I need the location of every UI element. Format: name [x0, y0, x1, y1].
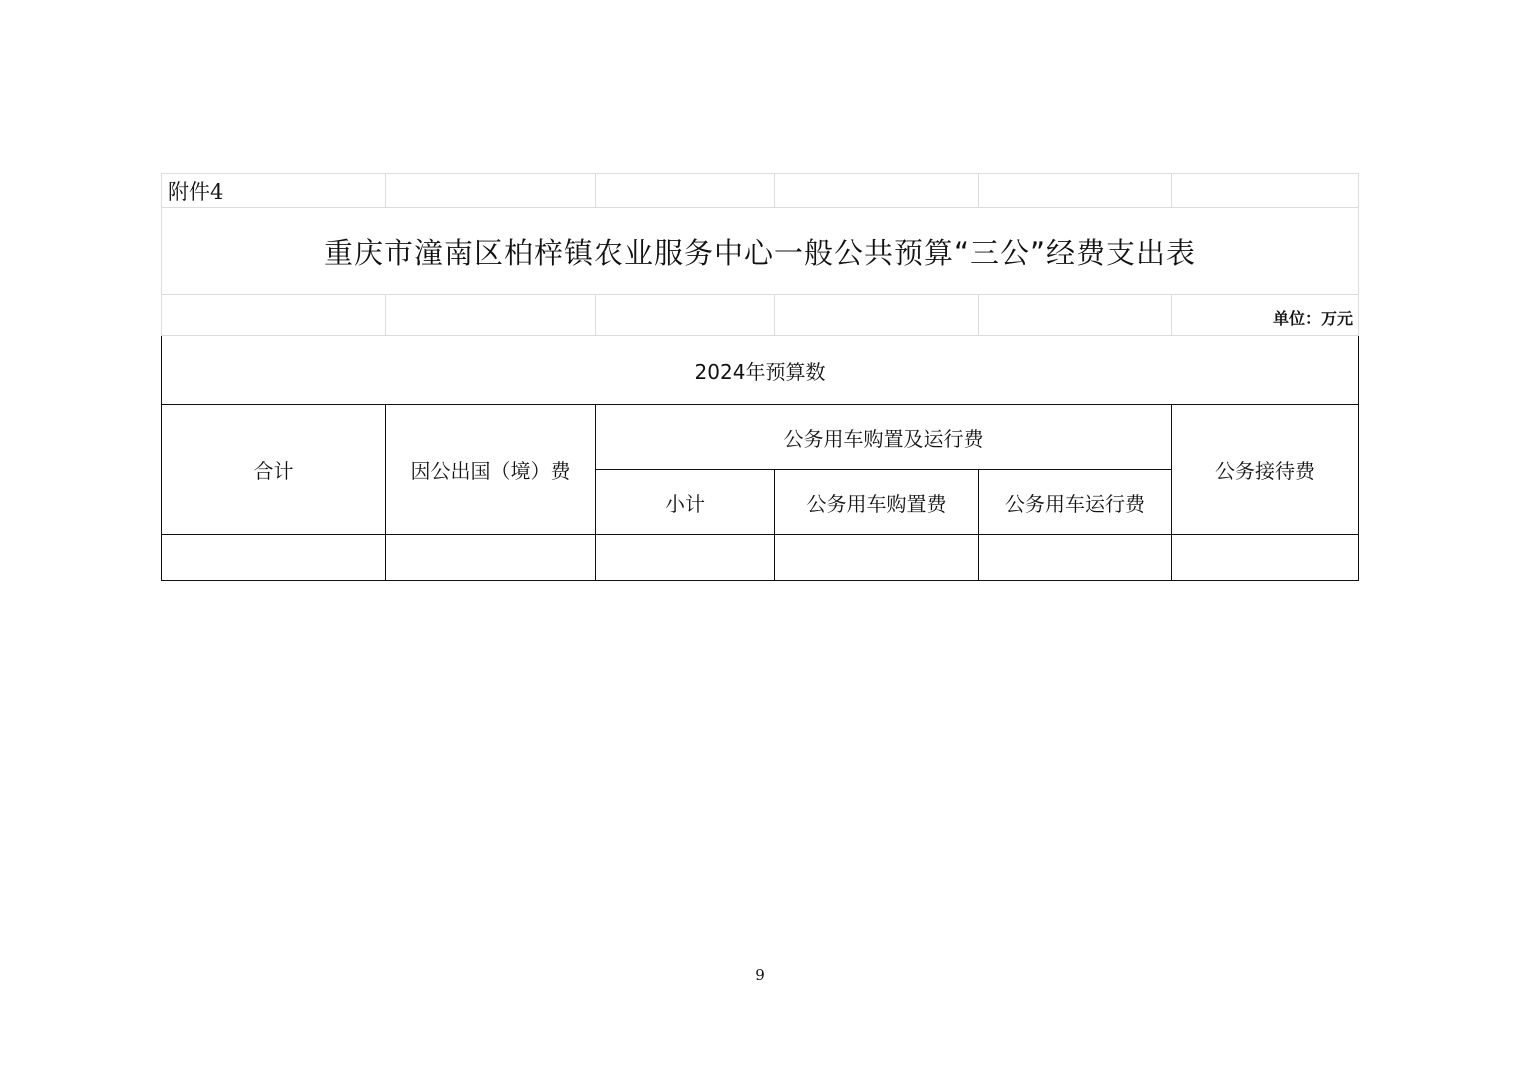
cell-vehicle-subtotal	[596, 535, 775, 581]
header-total: 合计	[162, 405, 386, 535]
column-header-row	[162, 405, 1359, 470]
table-row	[162, 535, 1359, 581]
three-public-expenses-table	[161, 173, 1359, 581]
empty-cell	[775, 295, 979, 336]
unit-label: 单位：万元	[1172, 295, 1359, 336]
empty-cell	[1172, 174, 1359, 208]
year-header-row	[162, 336, 1359, 405]
header-vehicle-subtotal: 小计	[596, 470, 775, 535]
header-vehicle-operation: 公务用车运行费	[979, 470, 1172, 535]
empty-cell	[775, 174, 979, 208]
header-vehicle-group: 公务用车购置及运行费	[596, 405, 1172, 470]
cell-total	[162, 535, 386, 581]
document-title: 重庆市潼南区柏梓镇农业服务中心一般公共预算“三公”经费支出表	[162, 208, 1359, 295]
page-number: 9	[755, 966, 765, 984]
empty-cell	[979, 295, 1172, 336]
header-overseas: 因公出国（境）费	[386, 405, 596, 535]
header-reception: 公务接待费	[1172, 405, 1359, 535]
empty-cell	[596, 174, 775, 208]
attachment-label: 附件4	[162, 174, 386, 208]
unit-row	[162, 295, 1359, 336]
header-vehicle-purchase: 公务用车购置费	[775, 470, 979, 535]
budget-sheet	[161, 173, 1358, 581]
cell-overseas	[386, 535, 596, 581]
attachment-row	[162, 174, 1359, 208]
empty-cell	[596, 295, 775, 336]
empty-cell	[386, 174, 596, 208]
empty-cell	[162, 295, 386, 336]
title-row	[162, 208, 1359, 295]
year-header: 2024年预算数	[162, 336, 1359, 405]
empty-cell	[386, 295, 596, 336]
cell-vehicle-purchase	[775, 535, 979, 581]
empty-cell	[979, 174, 1172, 208]
cell-reception	[1172, 535, 1359, 581]
cell-vehicle-operation	[979, 535, 1172, 581]
